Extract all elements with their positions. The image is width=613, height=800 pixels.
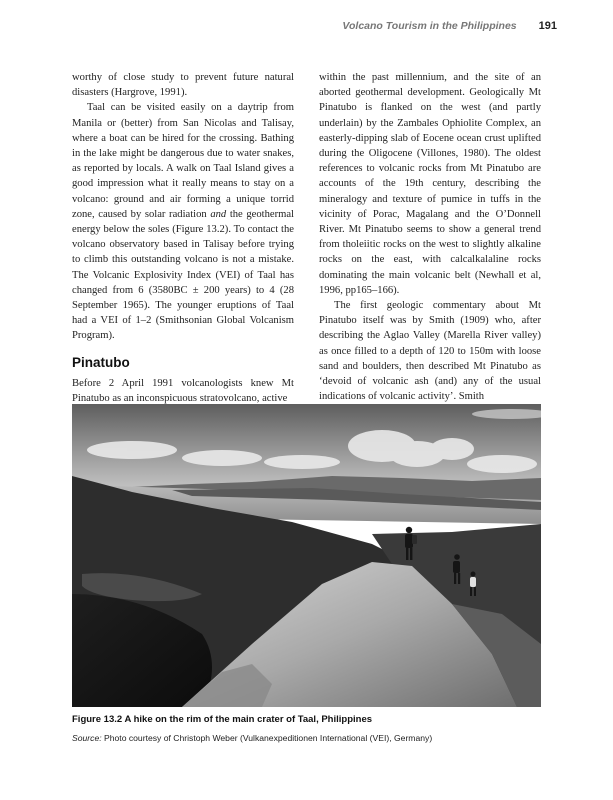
right-column (319, 70, 541, 404)
figure-caption: Figure 13.2 A hike on the rim of the main crater of Taal, Philippines (72, 714, 373, 725)
left-column (72, 70, 294, 406)
left-paragraph-2 (72, 100, 294, 343)
left-paragraph-2-and: and (210, 208, 227, 220)
figure-source (72, 732, 552, 744)
running-head-title: Volcano Tourism in the Philippines (342, 20, 517, 32)
right-paragraph-1: within the past millennium, and the site of an aborted geothermal development. Geologically Mt Pinatubo is flanked on the west (and partly underlain) by the Zambales Ophiolite Complex, an easterly-dipping slab of Eocene ocean crust uplifted during the Oligocene (Villones, 1980). The oldest references to volcanic rocks from Mt Pinatubo are accounts of the 19th century, describing the mineralogy and texture of pumice in tuffs in the vicinity of Porac, Magalang and the O’Donnell River. Mt Pinatubo seems to show a general trend from tholeiitic rocks on the west to slightly alkaline rocks on the east, with calcalkalaline rocks dominating the main volcanic belt (Newhall et al, 1996, pp165–166). (319, 72, 541, 296)
crater-rim-photo (72, 404, 541, 707)
left-paragraph-2-part-b: the geothermal energy below the soles (Figure 13.2). To contact the volcano observatory based in Talisay before trying to climb this outstanding volcano is not a mistake. The Volcanic Explosivity Index (VEI) of Taal has changed from 6 (3580BC ± 200 years) to 4 (28 September 1965). The younger eruptions of Taal had a VEI of 1–2 (Smithsonian Global Volcanism Program). (72, 208, 295, 342)
section-heading-pinatubo: Pinatubo (72, 354, 130, 370)
left-paragraph-2-part-a: Taal can be visited easily on a daytrip from Manila or (better) from San Nicolas and Talisay, where a boat can be hired for the crossing. Bathing in the lake might be dangerous due to water snakes, as reported by locals. A walk on Taal Island gives a good impression what it really means to stay on a volcano: ground and air forming a unique torrid zone, caused by solar radiation (72, 102, 294, 220)
left-paragraph-3: Before 2 April 1991 volcanologists knew Mt Pinatubo as an inconspicuous stratovolcano, active (72, 377, 294, 404)
figure-source-text: Photo courtesy of Christoph Weber (Vulkanexpeditionen International (VEI), Germany) (104, 733, 433, 743)
left-paragraph-1: worthy of close study to prevent future natural disasters (Hargrove, 1991). (72, 72, 294, 99)
right-paragraph-2: The first geologic commentary about Mt Pinatubo itself was by Smith (1909) who, after describing the Aglao Valley (Marella River valley) as once filled to a depth of 120 to 150m with loose sand and boulders, then described Mt Pinatubo as ‘devoid of volcanic ash (and) any of the usual indications of volcanic activity’. Smith (319, 300, 541, 403)
figure-source-label: Source: (72, 733, 102, 743)
running-head (300, 20, 557, 32)
page-number: 191 (538, 20, 557, 32)
